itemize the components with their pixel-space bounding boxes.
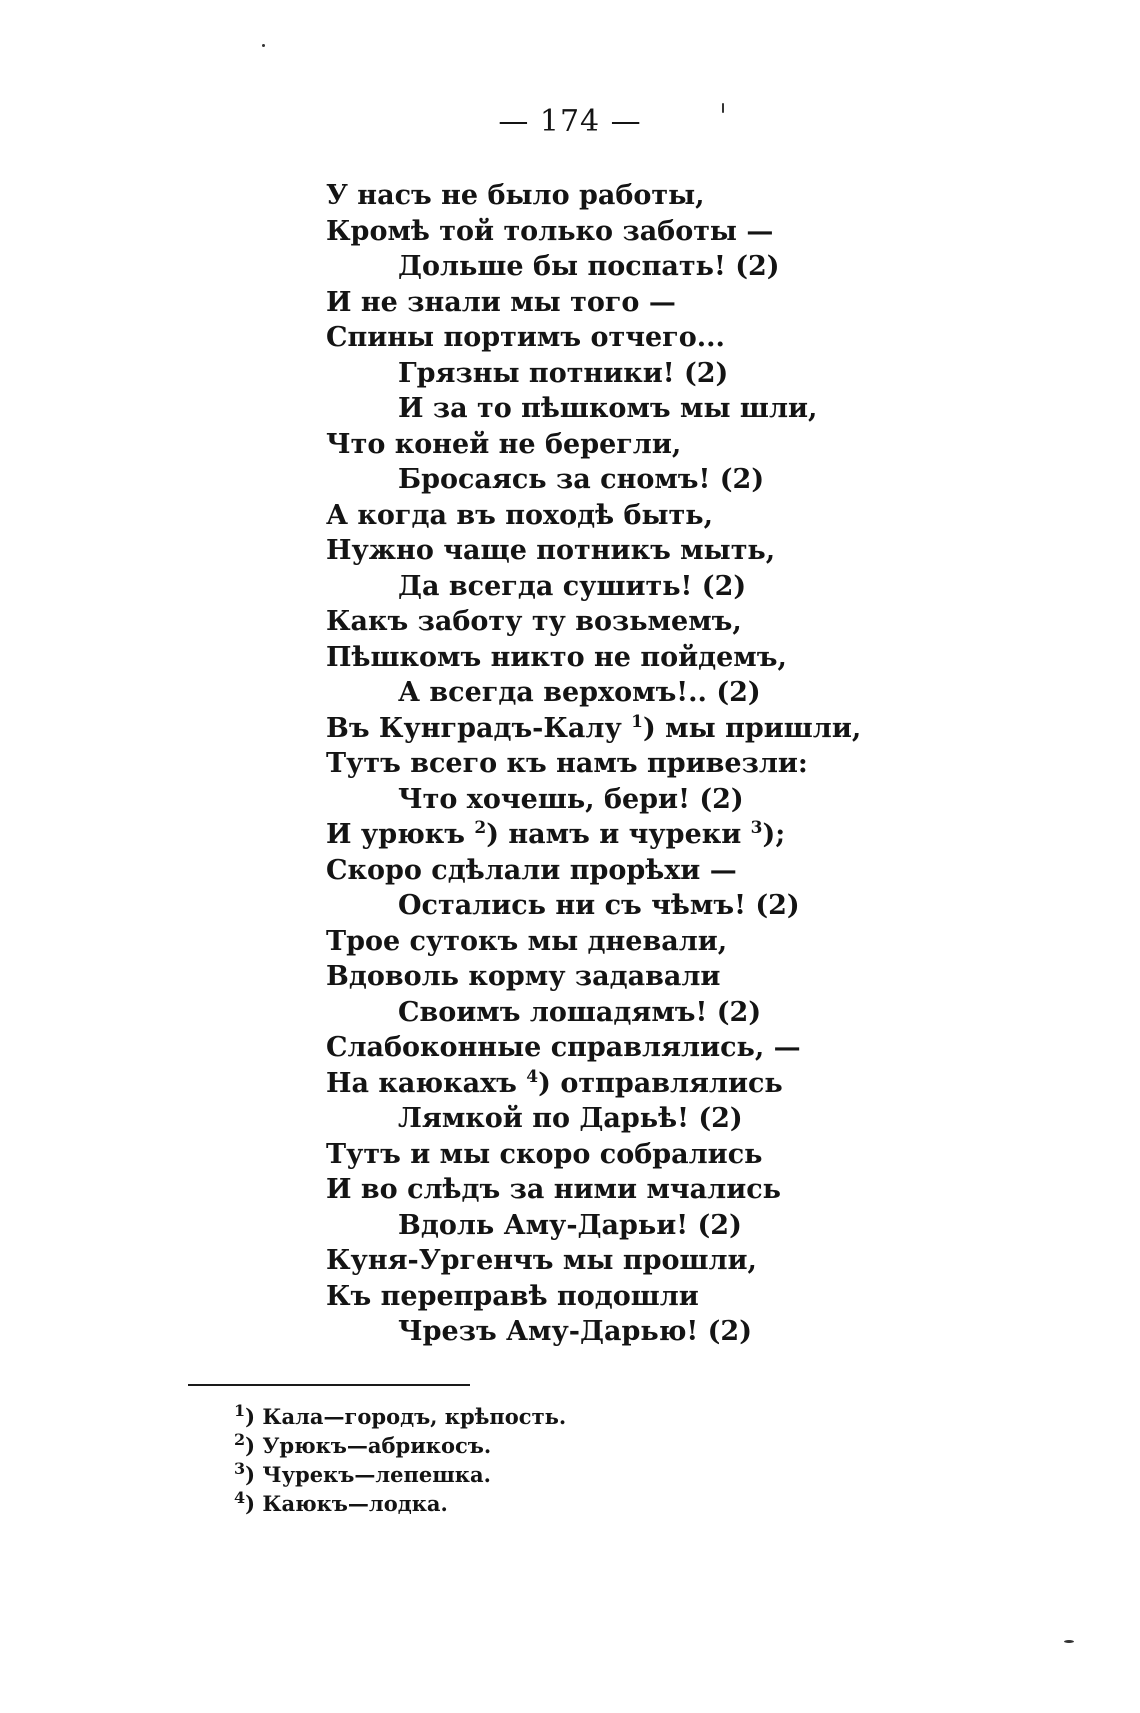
poem-line: Какъ заботу ту возьмемъ,	[326, 606, 742, 637]
poem-line: Дольше бы поспать! (2)	[398, 251, 780, 282]
poem-line: Грязны потники! (2)	[398, 357, 729, 389]
poem-line: Своимъ лошадямъ! (2)	[398, 996, 762, 1028]
footnote-reference: 1	[631, 711, 643, 732]
footnote-number: 2	[234, 1430, 246, 1449]
footnote-text: ) Урюкъ—абрикосъ.	[245, 1433, 492, 1458]
footnote-number: 4	[234, 1488, 246, 1507]
poem-line: Да всегда сушить! (2)	[398, 570, 747, 602]
footnote-text: ) Чурекъ—лепешка.	[245, 1462, 491, 1487]
poem-line-segment: ) намъ и чуреки	[486, 819, 751, 850]
footnote	[234, 1431, 834, 1460]
footnote	[234, 1460, 834, 1489]
footnotes	[234, 1402, 834, 1518]
poem-line-segment: На каюкахъ	[326, 1067, 527, 1099]
poem-line-segment: ) отправлялись	[538, 1067, 783, 1099]
poem-line: И не знали мы того —	[326, 286, 676, 318]
footnote-number: 3	[234, 1459, 246, 1478]
poem-line: Что хочешь, бери! (2)	[398, 783, 744, 815]
footnote-reference: 3	[750, 818, 763, 838]
poem-line: Къ переправѣ подошли	[326, 1280, 699, 1312]
footnote-reference: 2	[474, 818, 487, 838]
poem-line	[326, 817, 986, 853]
poem-line: А всегда верхомъ!.. (2)	[398, 677, 761, 708]
poem-line: Лямкой по Дарьѣ! (2)	[398, 1103, 743, 1134]
page-number: — 174 —	[498, 104, 642, 139]
poem-line: Тутъ всего къ намъ привезли:	[326, 748, 808, 779]
poem-line: Остались ни съ чѣмъ! (2)	[398, 890, 800, 921]
poem-line: Что коней не берегли,	[326, 428, 682, 460]
poem-line-segment: );	[762, 819, 786, 850]
poem-line-segment: ) мы пришли,	[643, 712, 862, 744]
poem-line-segment: И урюкъ	[326, 819, 475, 850]
print-speck	[262, 44, 265, 47]
poem-line: И во слѣдъ за ними мчались	[326, 1174, 781, 1205]
print-speck	[722, 103, 724, 113]
poem-line: Кромѣ той только заботы —	[326, 215, 774, 247]
poem-line: Спины портимъ отчего...	[326, 322, 725, 353]
poem-line: Куня-Ургенчъ мы прошли,	[326, 1245, 757, 1276]
footnote	[234, 1489, 834, 1518]
poem-line: Трое сутокъ мы дневали,	[326, 925, 728, 957]
poem-line: Бросаясь за сномъ! (2)	[398, 464, 765, 495]
poem-line: Пѣшкомъ никто не пойдемъ,	[326, 641, 787, 673]
poem-line	[326, 1066, 986, 1102]
poem-line: Тутъ и мы скоро собрались	[326, 1138, 763, 1170]
poem-line: Скоро сдѣлали прорѣхи —	[326, 854, 737, 886]
poem-line: Вдоль Аму-Дарьи! (2)	[398, 1209, 742, 1241]
poem-line: А когда въ походѣ быть,	[326, 499, 713, 531]
print-speck	[1064, 1640, 1074, 1643]
poem-line: Вдоволь корму задавали	[326, 961, 721, 992]
footnote	[234, 1402, 834, 1431]
footnote-number: 1	[234, 1401, 246, 1420]
footnote-text: ) Кала—городъ, крѣпость.	[245, 1404, 567, 1429]
footnote-divider	[188, 1384, 470, 1386]
poem-line-segment: Въ Кунградъ-Калу	[326, 712, 632, 744]
poem-line: У насъ не было работы,	[326, 180, 705, 211]
footnote-reference: 4	[526, 1066, 539, 1087]
footnote-text: ) Каюкъ—лодка.	[245, 1491, 448, 1516]
poem-line: Нужно чаще потникъ мыть,	[326, 535, 776, 566]
poem-text	[326, 178, 986, 1350]
poem-line: Чрезъ Аму-Дарью! (2)	[398, 1316, 752, 1347]
poem-line: И за то пѣшкомъ мы шли,	[398, 393, 818, 424]
poem-line: Слабоконные справлялись, —	[326, 1032, 801, 1063]
poem-line	[326, 711, 986, 747]
